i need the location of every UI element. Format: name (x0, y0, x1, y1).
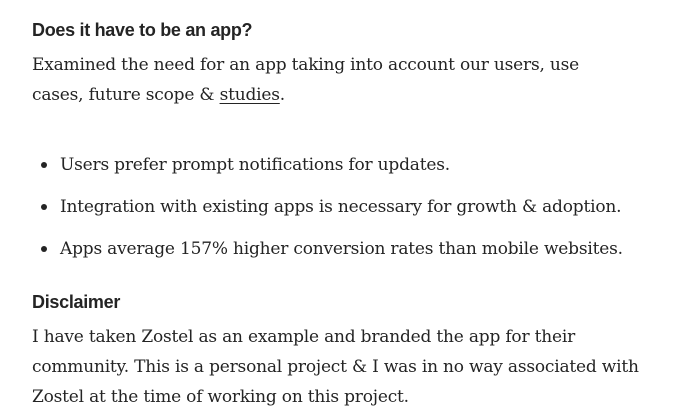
intro-period: . (279, 85, 285, 105)
bullet-icon (41, 204, 47, 210)
list-item-text: Users prefer prompt notifications for updates. (60, 155, 450, 175)
list-item-text: Integration with existing apps is necessary for growth & adoption. (60, 197, 622, 217)
bullet-icon (41, 162, 47, 168)
intro-text: Examined the need for an app taking into account our users, use cases, future scope & (32, 55, 580, 105)
list-item (32, 234, 672, 264)
list-item (32, 192, 672, 222)
section-heading-app-need: Does it have to be an app? (32, 20, 253, 40)
article-body (32, 16, 672, 412)
section-heading-disclaimer: Disclaimer (32, 292, 121, 312)
list-item (32, 150, 672, 180)
disclaimer-paragraph: I have taken Zostel as an example and branded the app for their community. This is a personal project & I was in no way associated with Zostel at the time of working on this project. (32, 327, 639, 407)
bullet-icon (41, 246, 47, 252)
list-item-text: Apps average 157% higher conversion rates than mobile websites. (60, 239, 623, 259)
studies-link[interactable]: studies (219, 85, 280, 105)
intro-paragraph (32, 50, 632, 110)
findings-list (32, 150, 672, 264)
